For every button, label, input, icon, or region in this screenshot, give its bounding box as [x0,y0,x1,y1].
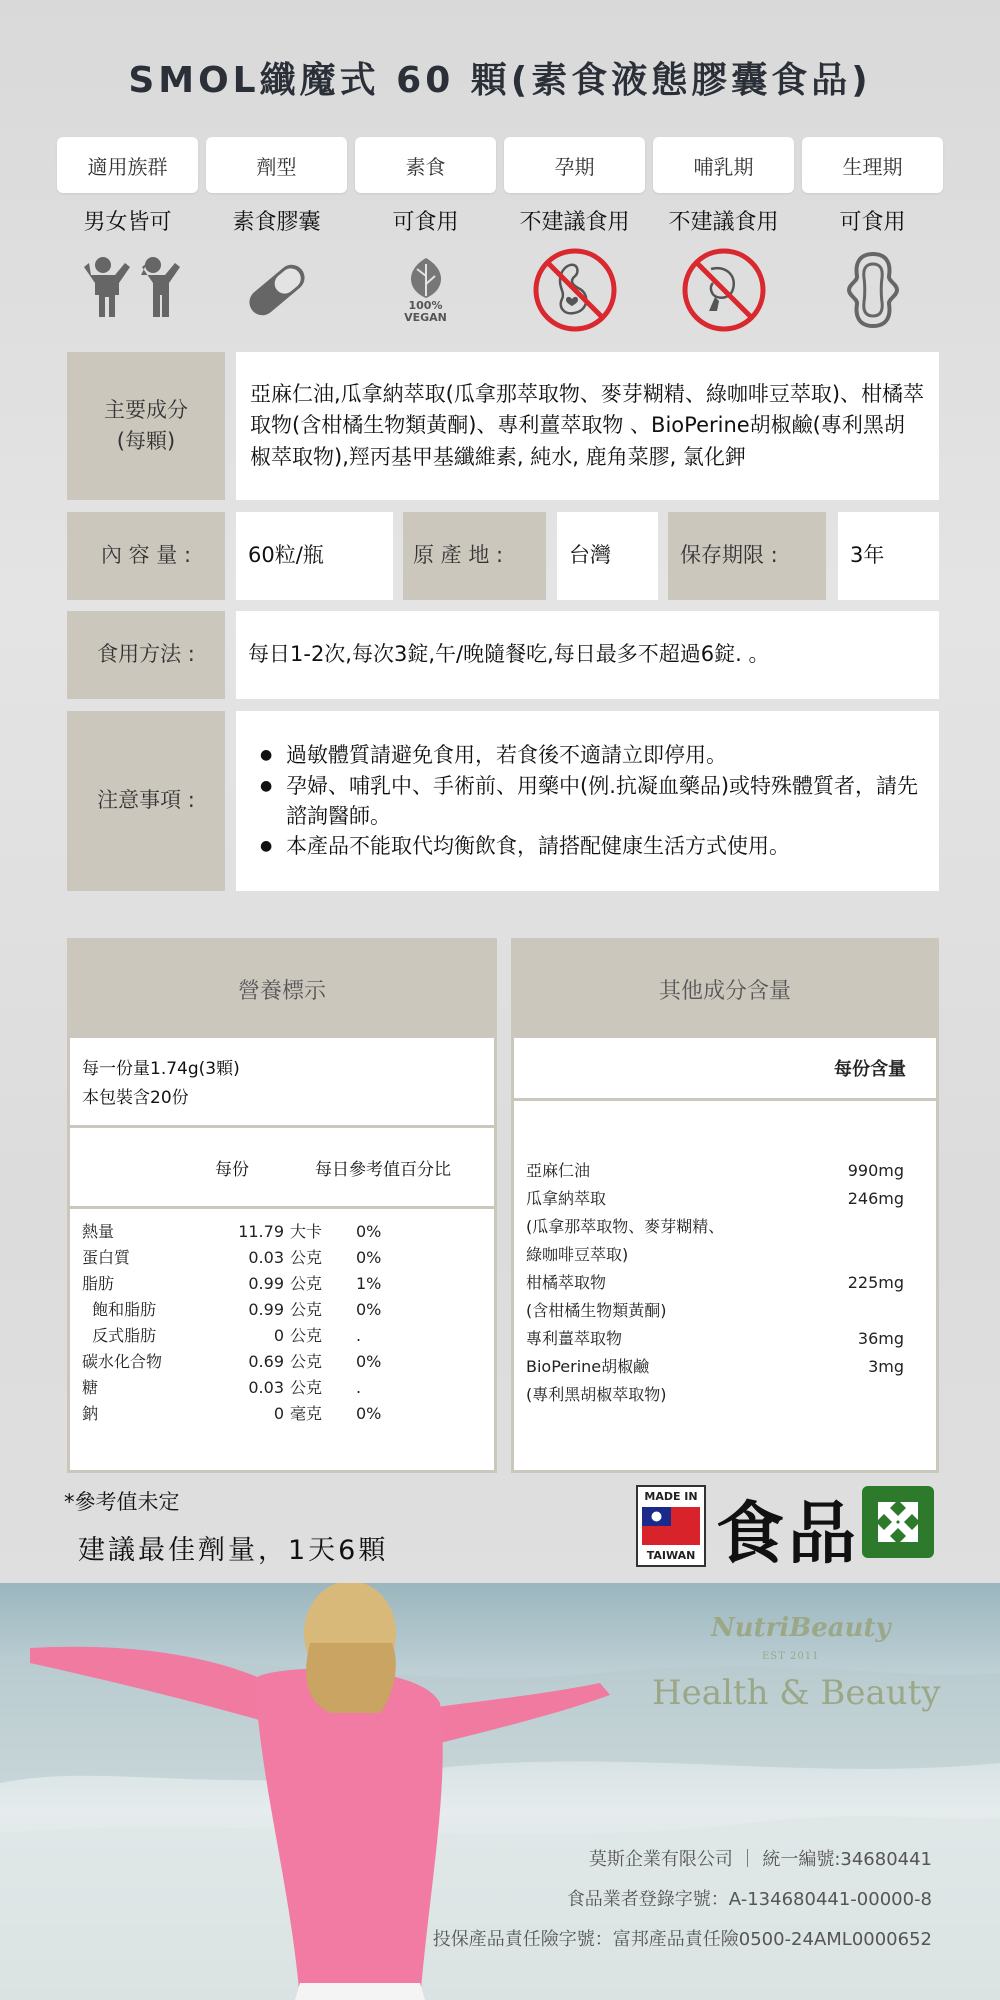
table-row [526,1241,924,1269]
nutrient-amount: 11.79 [238,1222,284,1241]
list-item: ● 孕婦、哺乳中、手術前、用藥中(例.抗凝血藥品)或特殊體質者，請先諮詢醫師。 [248,771,927,832]
table-row [526,1185,924,1213]
ingredient-amount: 36mg [857,1329,904,1348]
nutrient-daily-pct: . [356,1378,362,1397]
serving-size: 每一份量1.74g(3顆) [82,1059,240,1079]
ingredient-amount [834,1213,924,1241]
category-dosage-form: 劑型 [206,137,347,193]
notes-label: 注意事項 : [67,711,225,891]
nutrient-unit: 公克 [290,1378,323,1397]
category-target-group: 適用族群 [57,137,198,193]
table-row [526,1353,924,1381]
no-pregnancy-icon [504,250,645,330]
vegan-leaf-icon [355,250,496,330]
list-item: ● 本產品不能取代均衡飲食，請搭配健康生活方式使用。 [248,831,927,861]
table-row [82,1401,482,1427]
ingredient-amount [834,1381,924,1409]
category-row [57,137,943,193]
nutrient-name: 鈉 [82,1404,99,1423]
table-row [82,1375,482,1401]
brand-slogan: Health & Beauty [652,1673,941,1713]
taiwan-text: TAIWAN [646,1549,696,1562]
ingredient-amount [834,1297,924,1325]
made-in-text: MADE IN [644,1490,698,1503]
ingredients-label: 主要成分 (每顆) [67,352,225,500]
nutrition-header [70,1125,494,1206]
nutrient-amount: 0.99 [248,1300,284,1319]
nutrient-amount: 0 [273,1404,284,1423]
category-value-row [57,205,943,236]
table-row [526,1297,924,1325]
brand-est: EST 2011 [762,1651,820,1662]
page-title: SMOL纖魔式 60 顆(素食液態膠囊食品) [128,60,872,101]
children-icon [57,250,198,330]
ingredient-amount: 3mg [868,1357,904,1376]
value-menstruation: 可食用 [839,210,906,235]
nutrient-amount: 0.99 [248,1274,284,1293]
recommended-dose: 建議最佳劑量，1天6顆 [78,1535,389,1566]
ingredient-name: (瓜拿那萃取物、麥芽糊精、 [526,1217,725,1236]
daily-value-header: 每日參考值百分比 [315,1159,451,1180]
nutrient-amount: 0.03 [248,1378,284,1397]
ingredient-name: 綠咖啡豆萃取) [526,1245,629,1264]
other-ingredients-title: 其他成分含量 [514,941,936,1038]
ingredient-amount: 246mg [847,1189,904,1208]
nutrient-daily-pct: 0% [356,1404,382,1423]
content-label: 內 容 量 : [67,512,225,600]
nutrient-unit: 毫克 [290,1404,323,1423]
usage-label: 食用方法 : [67,611,225,699]
value-breastfeeding: 不建議食用 [668,210,779,235]
origin-value: 台灣 [557,512,658,600]
category-vegan: 素食 [355,137,496,193]
icon-row [57,250,943,330]
category-pregnancy: 孕期 [504,137,645,193]
origin-label: 原 產 地 : [403,512,546,600]
category-menstruation: 生理期 [802,137,943,193]
capsule-icon [206,250,347,330]
nutrient-name: 反式脂肪 [82,1326,157,1345]
nutrient-daily-pct: . [356,1326,362,1345]
brand-name: NutriBeauty [711,1613,891,1643]
sanitary-pad-icon [802,250,943,330]
nutrient-amount: 0.69 [248,1352,284,1371]
nutrient-daily-pct: 0% [356,1248,382,1267]
table-row [82,1271,482,1297]
usage-text: 每日1-2次,每次3錠,午/晚隨餐吃,每日最多不超過6錠. 。 [236,611,939,699]
notes-box [236,711,939,891]
food-label: 食品 [716,1495,861,1574]
table-row [82,1349,482,1375]
ingredient-name: (含柑橘生物類黃酮) [526,1301,667,1320]
nutrient-name: 蛋白質 [82,1248,131,1267]
table-row [82,1219,482,1245]
ingredient-name: 專利薑萃取物 [526,1329,623,1348]
table-row [82,1245,482,1271]
vegan-badge-text: 100% VEGAN [404,298,447,324]
nutrient-unit: 公克 [290,1248,323,1267]
per-serving-header: 每份 [215,1159,249,1180]
table-row [82,1323,482,1349]
nutrient-name: 熱量 [82,1222,115,1241]
value-vegan: 可食用 [392,210,459,235]
ingredient-amount: 990mg [847,1161,904,1180]
ingredient-amount [834,1241,924,1269]
company-line-1: 莫斯企業有限公司 ｜ 統一編號:34680441 [588,1849,932,1870]
nutrient-unit: 公克 [290,1326,323,1345]
value-pregnancy: 不建議食用 [519,210,630,235]
ingredients-text: 亞麻仁油,瓜拿納萃取(瓜拿那萃取物、麥芽糊精、綠咖啡豆萃取)、柑橘萃取物(含柑橘生物類黃酮)、專利薑萃取物 、BioPerine胡椒鹼(專利黑胡椒萃取物),羥丙基甲基纖維素, 純水, 鹿角菜膠, 氯化鉀 [236,352,939,500]
no-breastfeeding-icon [653,250,794,330]
nutrient-unit: 公克 [290,1352,323,1371]
nutrient-name: 碳水化合物 [82,1352,163,1371]
nutrient-unit: 大卡 [290,1222,323,1241]
company-line-2: 食品業者登錄字號：A-134680441-00000-8 [566,1889,932,1910]
ingredient-name: 瓜拿納萃取 [526,1189,607,1208]
ingredient-name: 柑橘萃取物 [526,1273,607,1292]
table-row [526,1325,924,1353]
shelf-life-label: 保存期限 : [668,512,826,600]
value-target-group: 男女皆可 [83,210,172,235]
nutrient-amount: 0 [273,1326,284,1345]
serving-info [70,1038,494,1125]
made-in-taiwan-badge [636,1485,706,1567]
nutrient-daily-pct: 0% [356,1352,382,1371]
nutrient-daily-pct: 0% [356,1300,382,1319]
recycle-icon [862,1486,934,1558]
nutrient-unit: 公克 [290,1300,323,1319]
nutrient-unit: 公克 [290,1274,323,1293]
company-line-3: 投保產品責任險字號：富邦產品責任險0500-24AML0000652 [432,1929,932,1950]
ingredient-name: 亞麻仁油 [526,1161,591,1180]
notes-list [248,740,927,862]
nutrient-name: 糖 [82,1378,99,1397]
servings-per-pack: 本包裝含20份 [82,1088,189,1108]
nutrition-title: 營養標示 [70,941,494,1038]
taiwan-flag-icon [642,1507,700,1545]
value-dosage-form: 素食膠囊 [232,210,321,235]
other-ingredients-table [514,1098,936,1409]
other-ingredients-panel [511,938,939,1473]
table-row [526,1269,924,1297]
category-breastfeeding: 哺乳期 [653,137,794,193]
table-row [526,1157,924,1185]
nutrition-table [70,1206,494,1437]
ingredient-amount: 225mg [847,1273,904,1292]
hero-image [0,1583,1000,2000]
nutrient-name: 脂肪 [82,1274,115,1293]
shelf-life-value: 3年 [838,512,939,600]
ingredient-name: (專利黑胡椒萃取物) [526,1385,667,1404]
footnote: *參考值未定 [64,1490,180,1514]
nutrient-daily-pct: 1% [356,1274,382,1293]
nutrient-name: 飽和脂肪 [82,1300,157,1319]
table-row [526,1213,924,1241]
nutrient-amount: 0.03 [248,1248,284,1267]
nutrient-daily-pct: 0% [356,1222,382,1241]
per-serving-amount-header: 每份含量 [834,1059,906,1080]
content-value: 60粒/瓶 [236,512,393,600]
ingredient-name: BioPerine胡椒鹼 [526,1357,650,1376]
table-row [526,1381,924,1409]
list-item: ● 過敏體質請避免食用，若食後不適請立即停用。 [248,740,927,770]
table-row [82,1297,482,1323]
nutrition-panel [67,938,497,1473]
